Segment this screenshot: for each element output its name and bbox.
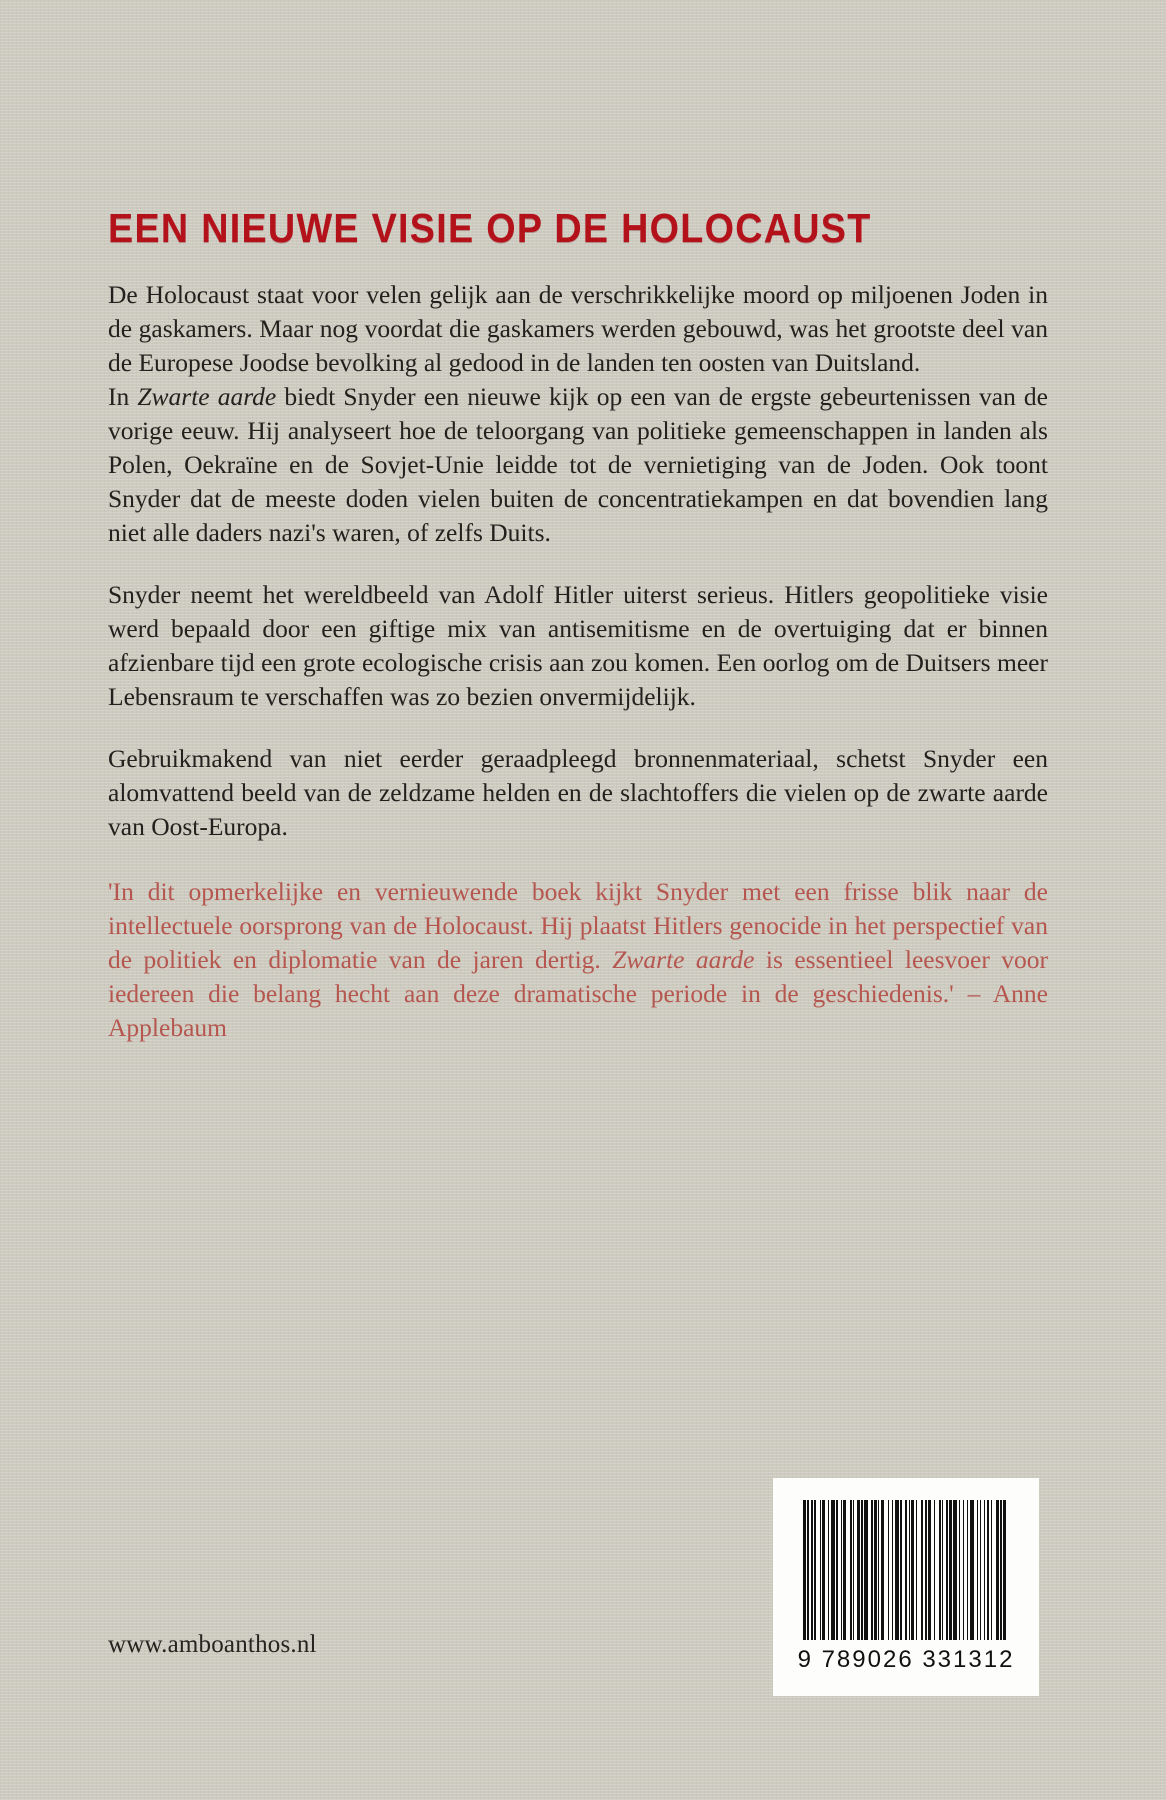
cover-text-column — [108, 0, 1048, 1045]
blurb-body — [108, 250, 1048, 844]
pullquote-book-title-italic: Zwarte aarde — [612, 944, 755, 974]
publisher-website[interactable]: www.amboanthos.nl — [108, 1631, 317, 1658]
pullquote-part-1: 'In dit opmerkelijke en vernieuwende boek kijkt Snyder met een frisse blik naar de intellectuele oorsprong van de Holocaust. Hij plaatst Hitlers genocide in het perspectief van de politiek en diplomatie van de jaren dertig. — [108, 876, 1048, 974]
barcode-digits: 9 789026 331312 — [797, 1646, 1015, 1673]
review-pullquote — [108, 845, 1048, 1045]
barcode-bars — [803, 1500, 1009, 1640]
isbn-barcode — [773, 1478, 1039, 1696]
blurb-paragraph-2-lead: In — [108, 382, 138, 412]
pullquote-attribution: – Anne Applebaum — [108, 978, 1048, 1042]
book-title-italic: Zwarte aarde — [137, 382, 277, 412]
blurb-paragraph-2-rest: biedt Snyder een nieuwe kijk op een van de ergste gebeurtenissen van de vorige eeuw. Hij analyseert hoe de teloorgang van politieke gemeenschappen in landen als Polen, Oekraïne en de Sovjet-Unie leidde tot de vernietiging van de Joden. Ook toont Snyder dat de meeste doden vielen buiten de concentratiekampen en dat bovendien lang niet alle daders nazi's waren, of zelfs Duits. — [108, 382, 1048, 548]
blurb-paragraph-4: Gebruikmakend van niet eerder geraadpleegd bronnenmateriaal, schetst Snyder een alomvattend beeld van de zeldzame helden en de slachtoffers die vielen op de zwarte aarde van Oost-Europa. — [108, 744, 1048, 842]
pullquote-part-2: is essentieel leesvoer voor iedereen die belang hecht aan deze dramatische periode in de geschiedenis.' — [108, 944, 1049, 1008]
blurb-paragraph-2 — [108, 380, 1048, 550]
page-title: EEN NIEUWE VISIE OP DE HOLOCAUST — [108, 205, 872, 251]
blurb-paragraph-1: De Holocaust staat voor velen gelijk aan de verschrikkelijke moord op miljoenen Joden in de gaskamers. Maar nog voordat die gaskamers werden gebouwd, was het grootste deel van de Europese Joodse bevolking al gedood in de landen ten oosten van Duitsland. — [108, 280, 1048, 378]
blurb-paragraph-3: Snyder neemt het wereldbeeld van Adolf Hitler uiterst serieus. Hitlers geopolitieke visie werd bepaald door een giftige mix van antisemitisme en de overtuiging dat er binnen afzienbare tijd een grote ecologische crisis aan zou komen. Een oorlog om de Duitsers meer Lebensraum te verschaffen was zo bezien onvermijdelijk. — [108, 580, 1048, 712]
